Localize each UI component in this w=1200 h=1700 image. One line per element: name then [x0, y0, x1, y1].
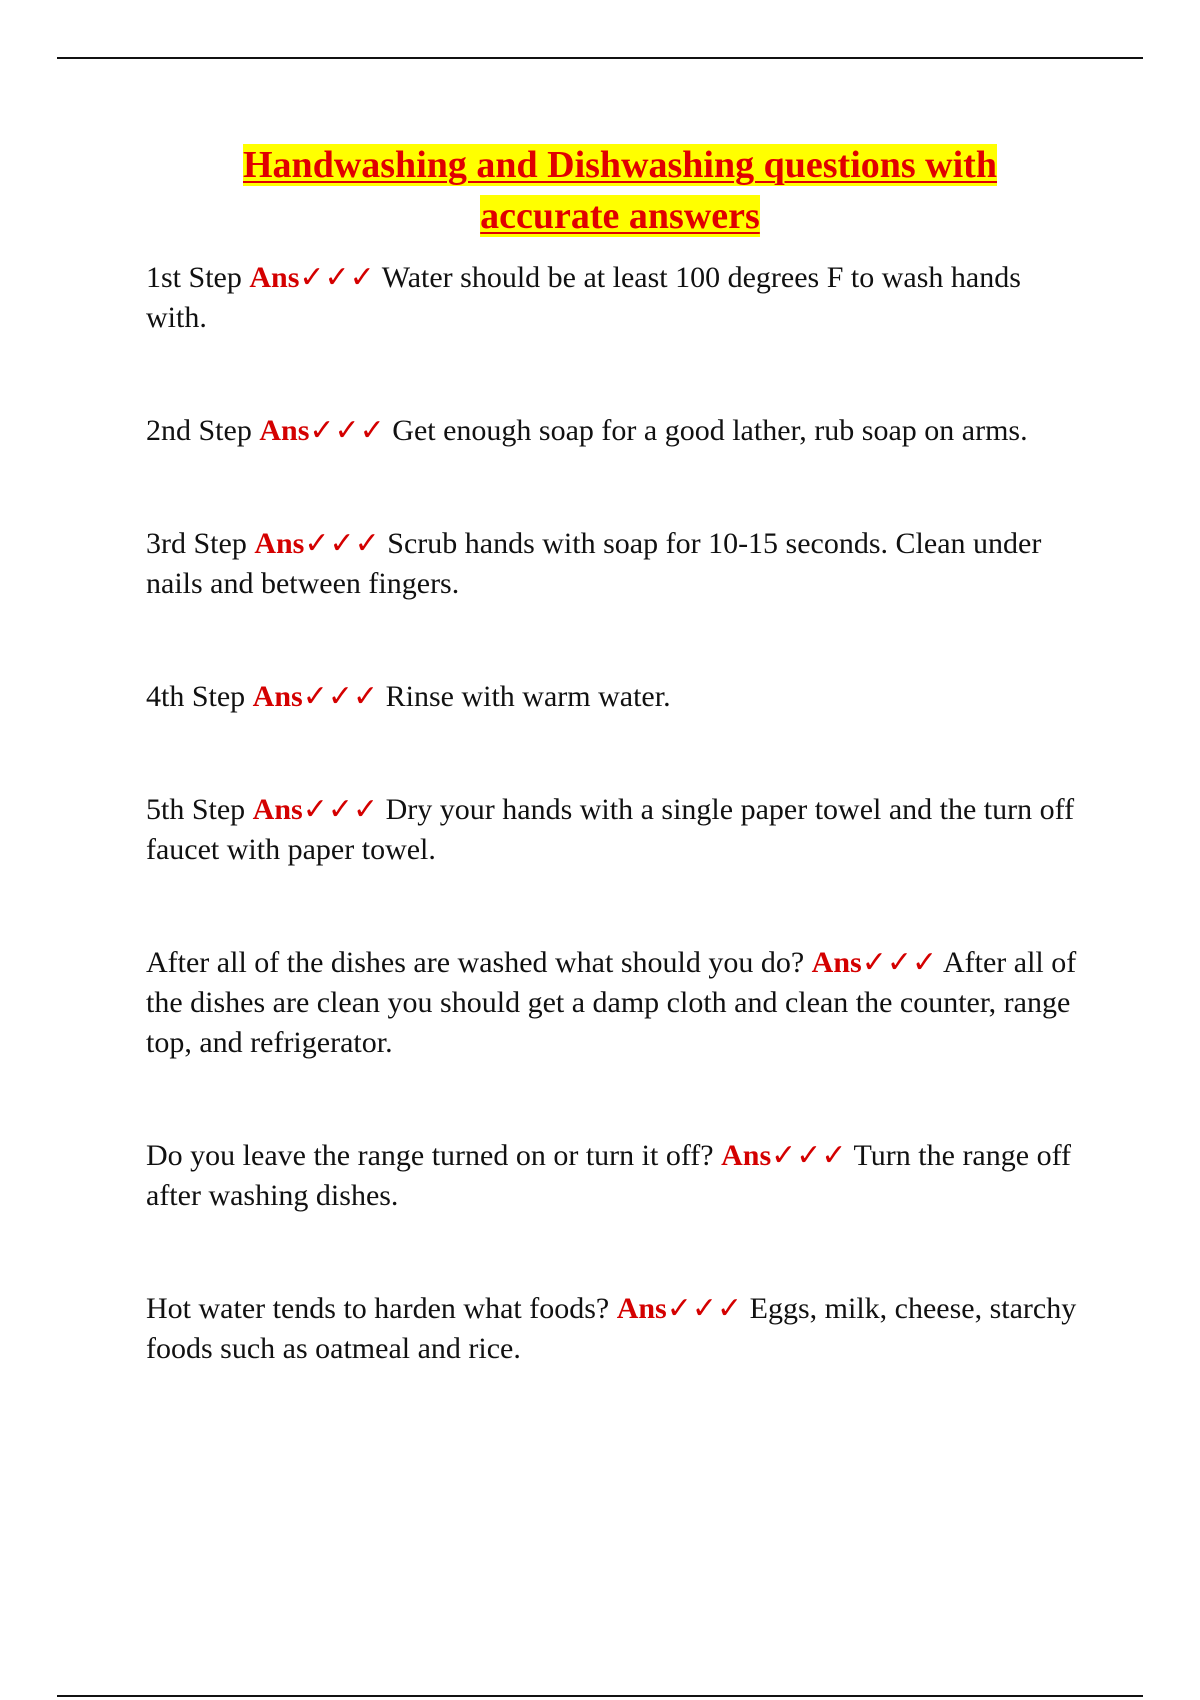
answer-text: Scrub hands with soap for 10-15 seconds. Clean under nails and between fingers.	[146, 527, 1042, 600]
qa-item	[146, 524, 1086, 604]
answer-marker: Ans✓✓✓	[721, 1139, 847, 1172]
answer-marker: Ans✓✓✓	[259, 414, 385, 447]
top-divider	[57, 57, 1143, 59]
title-line-2: accurate answers	[480, 195, 760, 237]
checkmark-icon: ✓✓✓	[861, 946, 938, 979]
answer-marker: Ans✓✓✓	[249, 261, 375, 294]
checkmark-icon: ✓✓✓	[302, 793, 379, 826]
qa-item	[146, 677, 1086, 717]
qa-item	[146, 258, 1086, 338]
question-text: 4th Step	[146, 680, 246, 713]
answer-text: Turn the range off after washing dishes.	[146, 1139, 1072, 1212]
question-text: 3rd Step	[146, 527, 247, 560]
bottom-divider	[57, 1695, 1143, 1697]
document-title	[100, 140, 1140, 242]
answer-marker: Ans✓✓✓	[616, 1292, 743, 1325]
checkmark-icon: ✓✓✓	[304, 527, 380, 560]
checkmark-icon: ✓✓✓	[771, 1139, 847, 1172]
checkmark-icon: ✓✓✓	[309, 414, 385, 447]
qa-item	[146, 411, 1086, 451]
qa-list	[146, 258, 1086, 1369]
qa-item	[146, 943, 1086, 1063]
qa-item	[146, 1289, 1086, 1369]
answer-text: After all of the dishes are clean you should get a damp cloth and clean the counter, range top, and refrigerator.	[146, 946, 1077, 1059]
answer-text: Get enough soap for a good lather, rub soap on arms.	[392, 414, 1028, 447]
title-line-1: Handwashing and Dishwashing questions with	[243, 144, 997, 186]
answer-marker: Ans✓✓✓	[811, 946, 938, 979]
question-text: 1st Step	[146, 261, 242, 294]
question-text: After all of the dishes are washed what should you do?	[146, 946, 805, 979]
answer-marker: Ans✓✓✓	[252, 793, 379, 826]
qa-item	[146, 1136, 1086, 1216]
question-text: Do you leave the range turned on or turn it off?	[146, 1139, 714, 1172]
answer-marker: Ans✓✓✓	[254, 527, 380, 560]
answer-text: Water should be at least 100 degrees F to wash hands with.	[146, 261, 1021, 334]
answer-text: Dry your hands with a single paper towel and the turn off faucet with paper towel.	[146, 793, 1075, 866]
answer-text: Eggs, milk, cheese, starchy foods such as oatmeal and rice.	[146, 1292, 1077, 1365]
question-text: 5th Step	[146, 793, 246, 826]
question-text: 2nd Step	[146, 414, 252, 447]
question-text: Hot water tends to harden what foods?	[146, 1292, 610, 1325]
checkmark-icon: ✓✓✓	[299, 261, 375, 294]
checkmark-icon: ✓✓✓	[666, 1292, 743, 1325]
answer-marker: Ans✓✓✓	[252, 680, 379, 713]
answer-text: Rinse with warm water.	[385, 680, 671, 713]
checkmark-icon: ✓✓✓	[302, 680, 379, 713]
qa-item	[146, 790, 1086, 870]
